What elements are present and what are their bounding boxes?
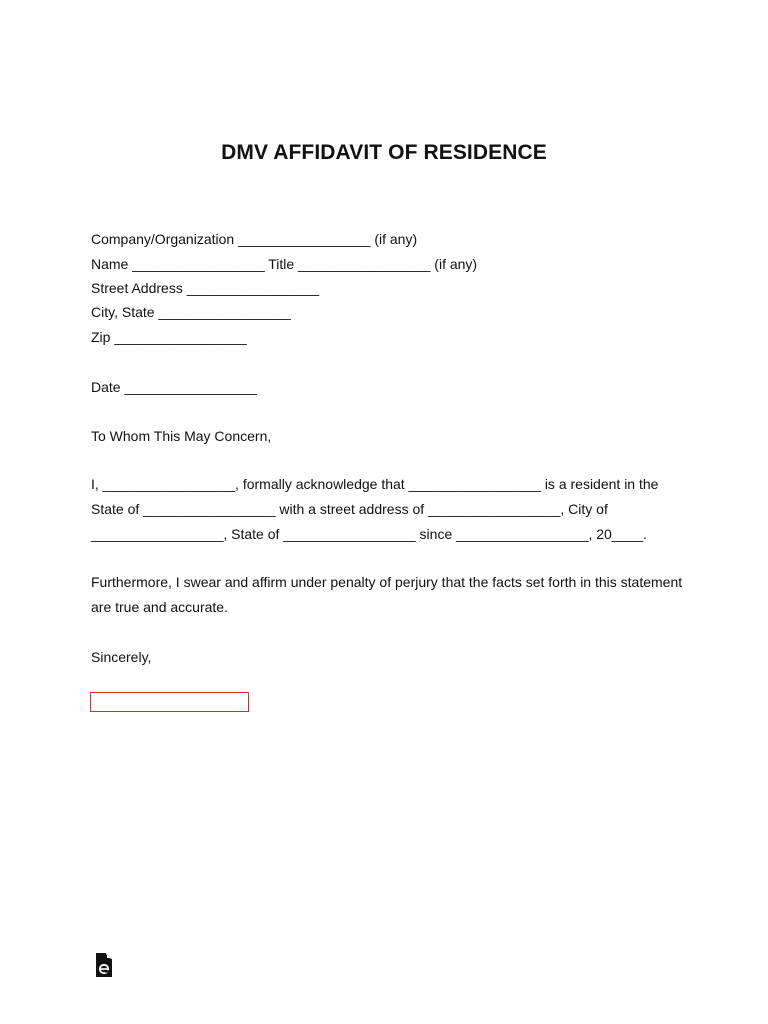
closing: Sincerely,	[91, 649, 152, 665]
company-field-line: Company/Organization _________________ (if any)	[91, 231, 418, 247]
body-line: _________________, State of _________________ since _________________, 20____.	[91, 526, 647, 542]
street-address-field-line: Street Address _________________	[91, 280, 320, 296]
affirmation-line: Furthermore, I swear and affirm under penalty of perjury that the facts set forth in this statement	[91, 574, 683, 590]
salutation: To Whom This May Concern,	[91, 428, 272, 444]
city-state-field-line: City, State _________________	[91, 304, 291, 320]
zip-field-line: Zip _________________	[91, 329, 247, 345]
body-line: State of _________________ with a street address of _________________, City of	[91, 501, 608, 517]
affirmation-line: are true and accurate.	[91, 599, 228, 615]
eforms-logo-icon	[94, 952, 114, 978]
date-field-line: Date _________________	[91, 379, 257, 395]
name-title-field-line: Name _________________ Title _________________ (if any)	[91, 256, 478, 272]
document-title: DMV AFFIDAVIT OF RESIDENCE	[221, 141, 547, 164]
body-line: I, _________________, formally acknowledge that _________________ is a resident in the	[91, 476, 659, 492]
signature-field[interactable]	[90, 692, 249, 712]
